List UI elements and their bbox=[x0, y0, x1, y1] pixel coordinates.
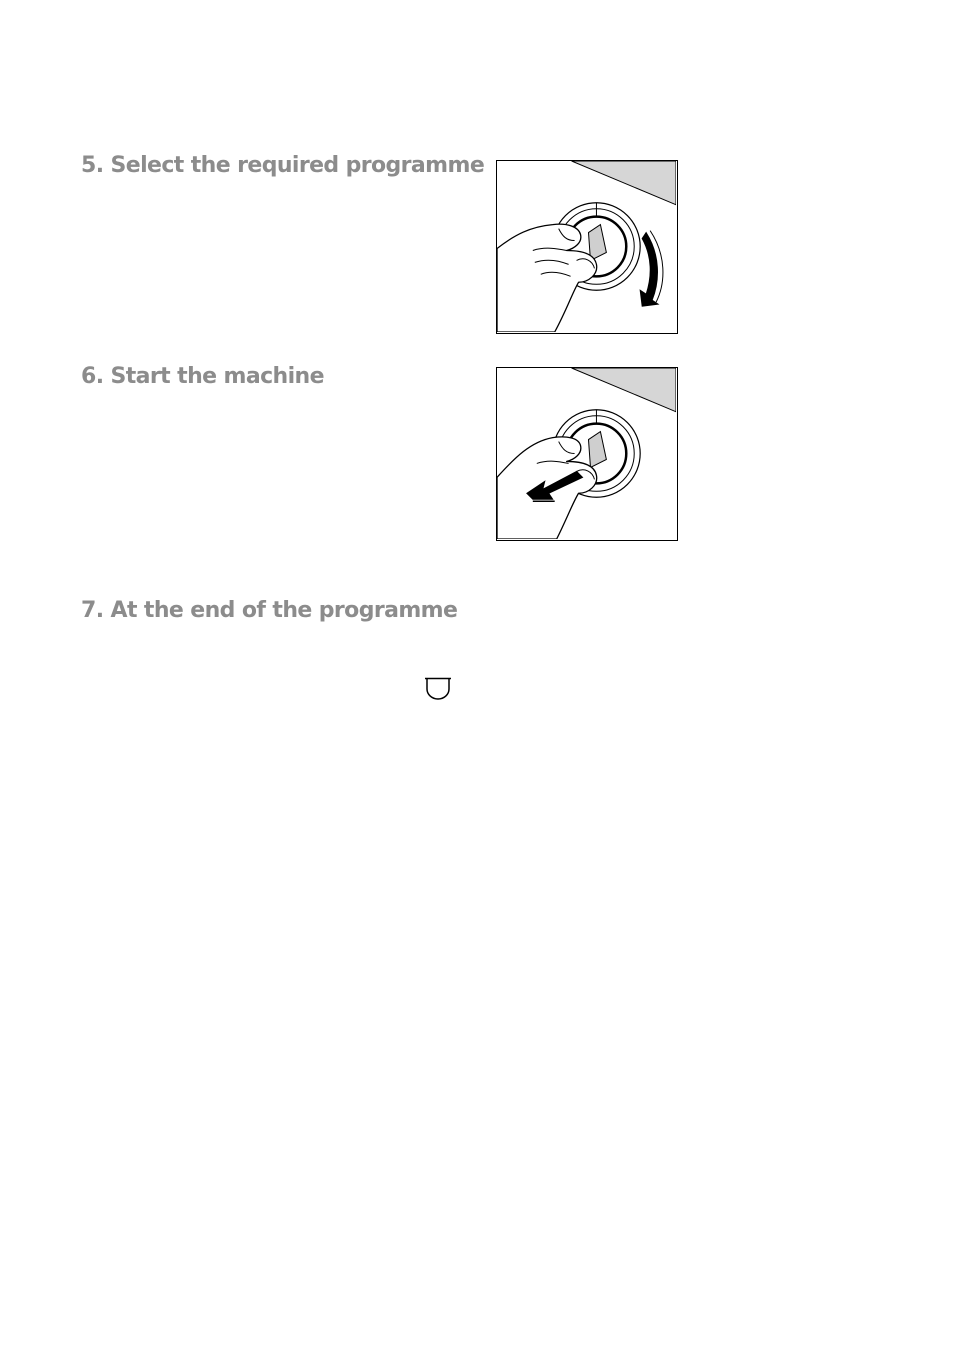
select-programme-dial-icon bbox=[497, 161, 676, 332]
step-7-heading: 7. At the end of the programme bbox=[81, 598, 458, 623]
step-5-heading: 5. Select the required programme bbox=[81, 153, 485, 178]
step-6-heading: 6. Start the machine bbox=[81, 364, 324, 389]
start-button-press-icon bbox=[497, 368, 676, 539]
end-of-programme-symbol-icon bbox=[423, 677, 453, 701]
start-machine-figure bbox=[496, 367, 678, 541]
select-programme-figure bbox=[496, 160, 678, 334]
